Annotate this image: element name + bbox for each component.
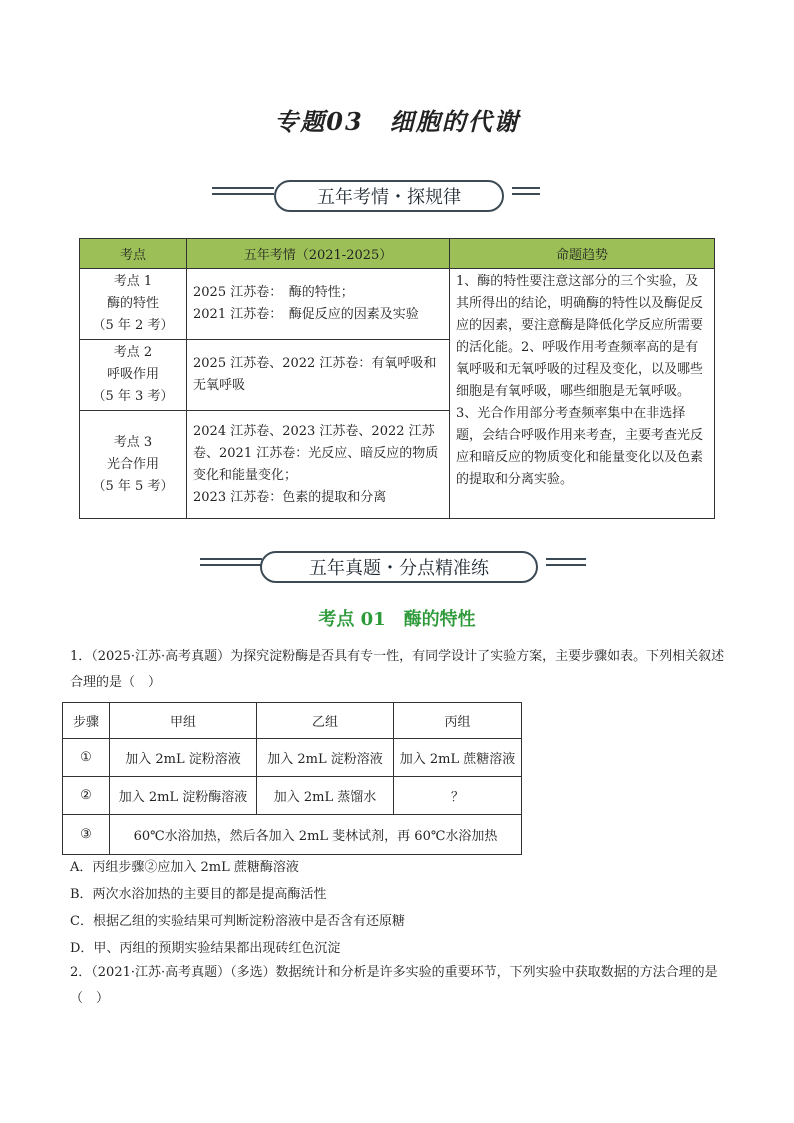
question-2: 2．（2021·江苏·高考真题）（多选）数据统计和分析是许多实验的重要环节，下列实验中获取数据的方法合理的是（ ） xyxy=(70,965,718,1006)
kaoqing-cell: 2025 江苏卷： 酶的特性； 2021 江苏卷： 酶促反应的因素及实验 xyxy=(187,269,450,340)
kaodian-cell: 考点 3 光合作用 （5 年 5 考） xyxy=(80,411,187,519)
experiment-table xyxy=(62,702,522,855)
banner-label: 五年考情・探规律 xyxy=(274,180,504,212)
cell: 加入 2mL 淀粉酶溶液 xyxy=(110,777,257,815)
cell: 加入 2mL 淀粉溶液 xyxy=(110,739,257,777)
banner-lines-left xyxy=(212,187,274,199)
section-banner-2 xyxy=(0,551,794,587)
header-cell: 甲组 xyxy=(110,703,257,739)
option-a: A．丙组步骤②应加入 2mL 蔗糖酶溶液 xyxy=(70,860,299,875)
trend-cell: 1、酶的特性要注意这部分的三个实验，及其所得出的结论，明确酶的特性以及酶促反应的因素，要注意酶是降低化学反应所需要的活化能。2、呼吸作用考查频率高的是有氧呼吸和无氧呼吸的过程及变化，以及哪些细胞是有氧呼吸，哪些细胞是无氧呼吸。3、光合作用部分考查频率集中在非选择题，会结合呼吸作用来考查，主要考查光反应和暗反应的物质变化和能量变化以及色素的提取和分离实验。 xyxy=(450,269,715,519)
banner-lines-right xyxy=(512,187,540,199)
section-heading: 考点 01 酶的特性 xyxy=(318,609,476,630)
page-title: 专题03 细胞的代谢 xyxy=(274,107,520,136)
option-b: B．两次水浴加热的主要目的都是提高酶活性 xyxy=(70,887,327,902)
cell: ③ xyxy=(63,815,110,855)
kaodian-cell: 考点 1 酶的特性 （5 年 2 考） xyxy=(80,269,187,340)
kaoqing-cell: 2025 江苏卷、2022 江苏卷：有氧呼吸和无氧呼吸 xyxy=(187,340,450,411)
cell: 60℃水浴加热，然后各加入 2mL 斐林试剂，再 60℃水浴加热 xyxy=(110,815,522,855)
header-cell: 五年考情（2021-2025） xyxy=(187,239,450,269)
section-banner-1 xyxy=(0,180,794,216)
banner-label: 五年真题・分点精准练 xyxy=(260,551,538,583)
header-cell: 乙组 xyxy=(257,703,394,739)
option-d: D．甲、丙组的预期实验结果都出现砖红色沉淀 xyxy=(70,941,341,956)
cell: 加入 2mL 淀粉溶液 xyxy=(257,739,394,777)
banner-lines-left xyxy=(200,558,262,570)
header-cell: 丙组 xyxy=(394,703,522,739)
cell: 加入 2mL 蒸馏水 xyxy=(257,777,394,815)
exam-trend-table xyxy=(79,238,715,519)
header-cell: 命题趋势 xyxy=(450,239,715,269)
banner-lines-right xyxy=(546,558,586,570)
cell: 加入 2mL 蔗糖溶液 xyxy=(394,739,522,777)
header-cell: 考点 xyxy=(80,239,187,269)
kaodian-cell: 考点 2 呼吸作用 （5 年 3 考） xyxy=(80,340,187,411)
question-1: 1．（2025·江苏·高考真题）为探究淀粉酶是否具有专一性，有同学设计了实验方案，主要步骤如表。下列相关叙述合理的是（ ） xyxy=(70,649,725,690)
header-cell: 步骤 xyxy=(63,703,110,739)
option-c: C．根据乙组的实验结果可判断淀粉溶液中是否含有还原糖 xyxy=(70,914,405,929)
kaoqing-cell: 2024 江苏卷、2023 江苏卷、2022 江苏卷、2021 江苏卷：光反应、暗反应的物质变化和能量变化； 2023 江苏卷：色素的提取和分离 xyxy=(187,411,450,519)
cell: ① xyxy=(63,739,110,777)
cell: ② xyxy=(63,777,110,815)
cell: ？ xyxy=(394,777,522,815)
